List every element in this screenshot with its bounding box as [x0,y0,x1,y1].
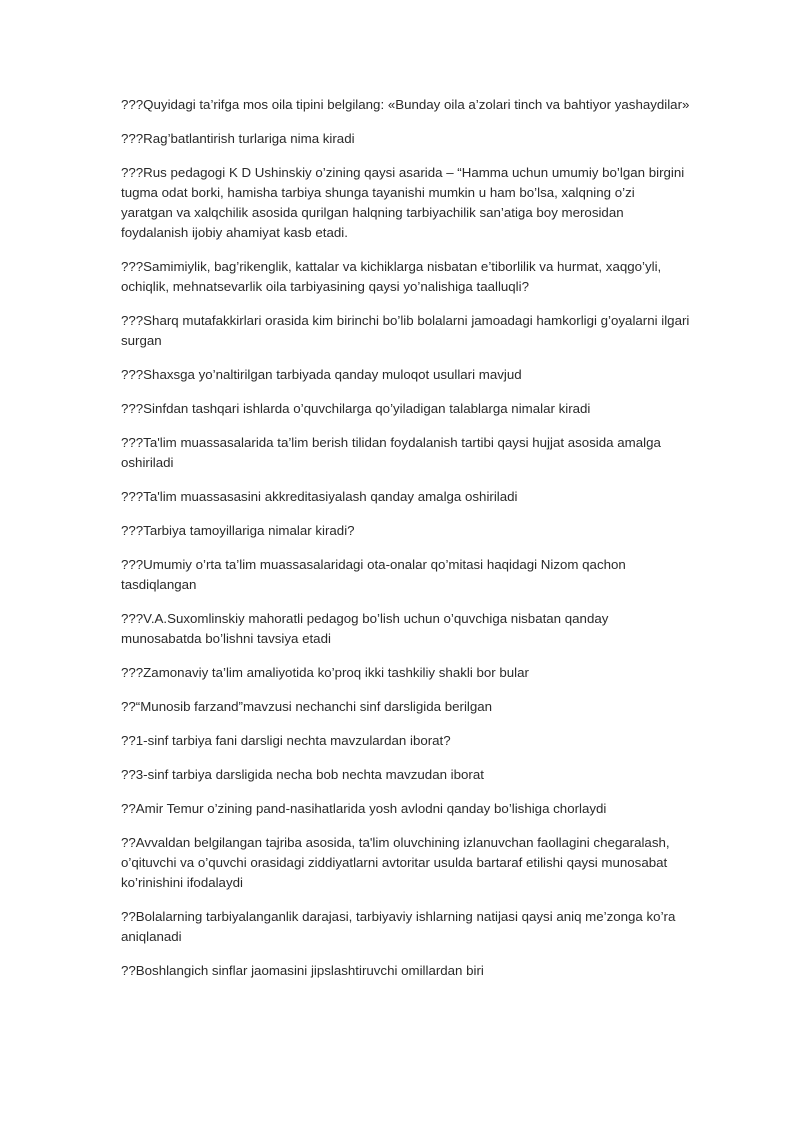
question-text: ???V.A.Suxomlinskiy mahoratli pedagog bo’lish uchun o’quvchiga nisbatan qanday munosabatda bo’lishni tavsiya etadi [121,611,609,646]
question-text: ???Shaxsga yo’naltirilgan tarbiyada qanday muloqot usullari mavjud [121,367,522,382]
question-text: ??Avvaldan belgilangan tajriba asosida, ta'lim oluvchining izlanuvchan faollagini chegaralash, o’qituvchi va o’quvchi orasidagi ziddiyatlarni avtoritar usulda bartaraf etilishi qaysi munosabat ko’rinishini ifodalaydi [121,835,670,890]
question-text: ??Bolalarning tarbiyalanganlik darajasi, tarbiyaviy ishlarning natijasi qaysi aniq me’zonga ko’ra aniqlanadi [121,909,676,944]
question-text: ???Ta'lim muassasalarida ta’lim berish tilidan foydalanish tartibi qaysi hujjat asosida amalga oshiriladi [121,435,661,470]
question-text: ???Rus pedagogi K D Ushinskiy o’zining qaysi asarida – “Hamma uchun umumiy bo’lgan birgini tugma odat borki, hamisha tarbiya shunga tayanishi mumkin u ham bo’lsa, xalqning o’zi yaratgan va xalqchilik asosida qurilgan halqning tarbiyachilik san’atiga boy merosidan foydalanish ijobiy ahamiyat kasb etadi. [121,165,685,240]
question-text: ???Umumiy o’rta ta’lim muassasalaridagi ota-onalar qo’mitasi haqidagi Nizom qachon tasdiqlangan [121,557,626,592]
question-text: ???Tarbiya tamoyillariga nimalar kiradi? [121,523,355,538]
question-text: ??Amir Temur o’zining pand-nasihatlarida yosh avlodni qanday bo’lishiga chorlaydi [121,801,607,816]
question-text: ???Ta'lim muassasasini akkreditasiyalash qanday amalga oshiriladi [121,489,518,504]
question-text: ??1-sinf tarbiya fani darsligi nechta mavzulardan iborat? [121,733,451,748]
question-text: ??3-sinf tarbiya darsligida necha bob nechta mavzudan iborat [121,767,484,782]
question-text: ???Sinfdan tashqari ishlarda o’quvchilarga qo’yiladigan talablarga nimalar kiradi [121,401,591,416]
question-text: ??“Munosib farzand”mavzusi nechanchi sinf darsligida berilgan [121,699,493,714]
question-text: ??Boshlangich sinflar jaomasini jipslashtiruvchi omillardan biri [121,963,484,978]
question-text: ???Quyidagi ta’rifga mos oila tipini belgilang: «Bunday oila a’zolari tinch va bahtiyor yashaydilar» [121,97,690,112]
question-text: ???Sharq mutafakkirlari orasida kim birinchi bo’lib bolalarni jamoadagi hamkorligi g’oyalarni ilgari surgan [121,313,690,348]
question-text: ???Zamonaviy ta’lim amaliyotida ko’proq ikki tashkiliy shakli bor bular [121,665,529,680]
question-text: ???Rag’batlantirish turlariga nima kiradi [121,131,355,146]
question-text: ???Samimiylik, bag’rikenglik, kattalar va kichiklarga nisbatan e’tiborlilik va hurmat, xaqgo’yli, ochiqlik, mehnatsevarlik oila tarbiyasining qaysi yo’nalishiga taalluqli? [121,259,662,294]
